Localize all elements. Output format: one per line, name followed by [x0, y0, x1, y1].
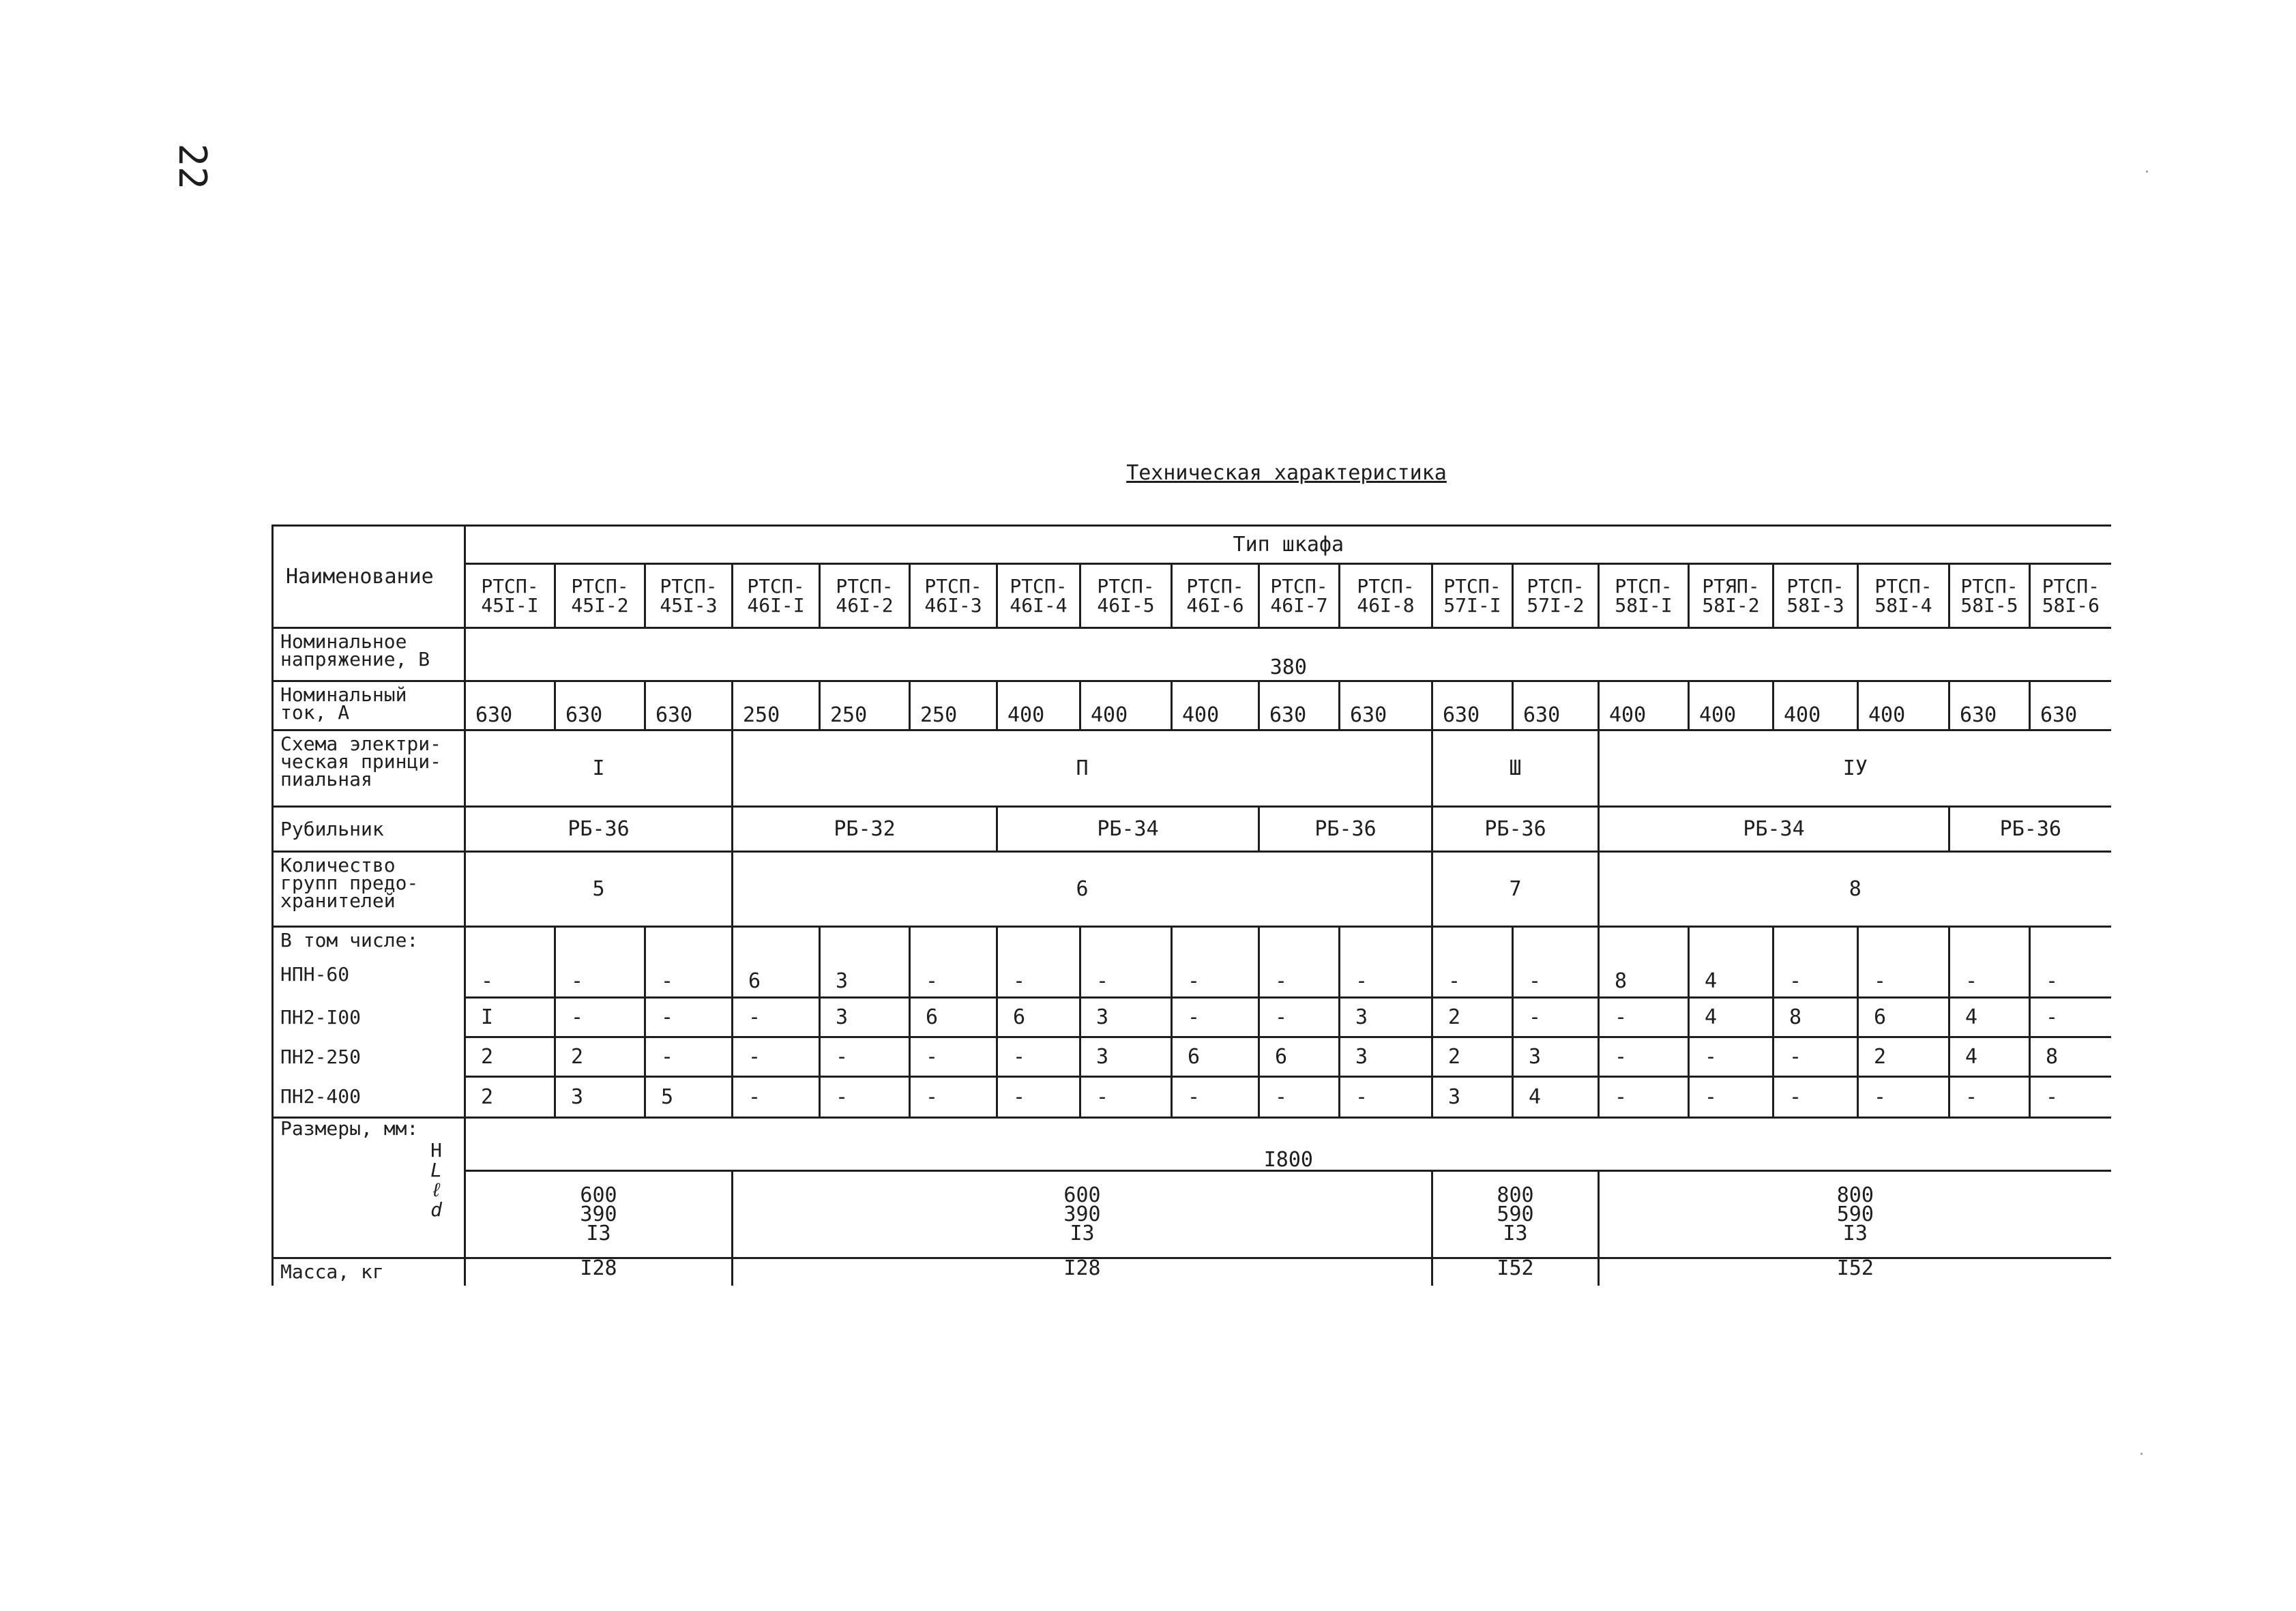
- fuse-groups-label: Количество групп предо-хранителей: [273, 852, 465, 927]
- fuse-count: 6: [733, 927, 820, 998]
- cabinet-type-line: 45I-3: [660, 593, 718, 617]
- fuse-count: -: [2030, 998, 2111, 1037]
- cabinet-type-line: 58I-5: [1960, 593, 2018, 617]
- scheme-group-1: I: [465, 730, 733, 807]
- cabinet-type-line: РТЯП-: [1702, 574, 1760, 597]
- current-value: 630: [1432, 681, 1513, 730]
- fuse-count: -: [645, 927, 733, 998]
- current-value: 400: [1689, 681, 1773, 730]
- fuse-count: -: [1513, 927, 1599, 998]
- fuse-count: 6: [1858, 998, 1949, 1037]
- switch-group-5: РБ-36: [1432, 807, 1599, 852]
- dimensions-label: Размеры, мм:: [280, 1117, 419, 1140]
- dim-L: 600: [1063, 1183, 1101, 1207]
- cabinet-type-line: 46I-6: [1186, 593, 1244, 617]
- fuse-count: 3: [820, 998, 910, 1037]
- dim-l: 390: [1063, 1202, 1101, 1226]
- fuse-type-label: ПН2-I00: [273, 998, 465, 1037]
- dim-l: 590: [1497, 1202, 1534, 1226]
- cabinet-type-line: РТСП-: [1527, 574, 1585, 597]
- fuse-count: -: [2030, 927, 2111, 998]
- fuse-count: -: [1513, 998, 1599, 1037]
- fuse-count: -: [820, 1037, 910, 1077]
- fuse-count: -: [733, 998, 820, 1037]
- fuse-count: -: [1689, 1037, 1773, 1077]
- fuse-count: -: [1340, 927, 1432, 998]
- fuse-count: -: [997, 1037, 1080, 1077]
- dim-d: I3: [586, 1221, 611, 1245]
- fuse-count: -: [1773, 1077, 1858, 1118]
- dim-L: 600: [580, 1183, 617, 1207]
- fuse-count: 6: [1172, 1037, 1259, 1077]
- fuse-count: 3: [1340, 998, 1432, 1037]
- cabinet-type-line: РТСП-: [1443, 574, 1501, 597]
- fuse-count: -: [1599, 1037, 1689, 1077]
- cabinet-type-line: РТСП-: [1186, 574, 1244, 597]
- cabinet-type-code: [1080, 564, 1172, 628]
- fuse-count: -: [465, 927, 555, 998]
- cabinet-type-line: 46I-3: [924, 593, 982, 617]
- cabinet-type-code: [1259, 564, 1340, 628]
- cabinet-type-line: РТСП-: [660, 574, 718, 597]
- cabinet-type-line: РТСП-: [571, 574, 629, 597]
- current-value: 630: [1340, 681, 1432, 730]
- spec-table: [271, 524, 2111, 1286]
- voltage-label: Номинальное напряжение, В: [273, 628, 465, 681]
- cabinet-type-line: РТСП-: [1357, 574, 1415, 597]
- fuse-count: 2: [1432, 998, 1513, 1037]
- fuse-count: -: [910, 927, 997, 998]
- current-label: Номинальный ток, А: [273, 681, 465, 730]
- fuse-count: 6: [997, 998, 1080, 1037]
- fuse-type-label: НПН-60: [280, 963, 350, 986]
- fuse-count: -: [733, 1037, 820, 1077]
- cabinet-type-line: РТСП-: [1960, 574, 2018, 597]
- fuse-count: -: [1259, 927, 1340, 998]
- current-value: 400: [1773, 681, 1858, 730]
- fuse-count: 8: [2030, 1037, 2111, 1077]
- name-header: Наименование: [273, 526, 465, 628]
- current-value: 400: [1172, 681, 1259, 730]
- switch-group-3: РБ-34: [997, 807, 1259, 852]
- scan-speck: [2146, 171, 2148, 173]
- fuse-count: -: [997, 1077, 1080, 1118]
- document-title: Техническая характеристика: [1126, 461, 1447, 485]
- type-header: Тип шкафа: [465, 526, 2111, 564]
- switch-group-6: РБ-34: [1599, 807, 1949, 852]
- cabinet-type-code: [1858, 564, 1949, 628]
- cabinet-type-line: РТСП-: [1615, 574, 1673, 597]
- cabinet-type-code: [555, 564, 645, 628]
- switch-label: Рубильник: [273, 807, 465, 852]
- fuse-groups-1: 5: [465, 852, 733, 927]
- fuse-count: -: [1773, 1037, 1858, 1077]
- fuse-count: 2: [465, 1037, 555, 1077]
- scheme-label: Схема электри-ческая принци-пиальная: [273, 730, 465, 807]
- cabinet-type-line: РТСП-: [836, 574, 894, 597]
- cabinet-type-line: 58I-6: [2042, 593, 2100, 617]
- fuse-count: -: [1172, 998, 1259, 1037]
- current-value: 630: [645, 681, 733, 730]
- dimensions-group-4: [1599, 1171, 2111, 1258]
- current-value: 630: [1949, 681, 2030, 730]
- cabinet-type-line: РТСП-: [1010, 574, 1068, 597]
- fuse-count: -: [555, 927, 645, 998]
- cabinet-type-code: [1773, 564, 1858, 628]
- cabinet-type-code: [1949, 564, 2030, 628]
- fuse-count: 3: [1340, 1037, 1432, 1077]
- fuse-count: 3: [1432, 1077, 1513, 1118]
- cabinet-type-line: 58I-2: [1702, 593, 1760, 617]
- fuse-count: 4: [1689, 998, 1773, 1037]
- dim-d: I3: [1070, 1221, 1095, 1245]
- scheme-group-2: П: [733, 730, 1432, 807]
- current-value: 250: [910, 681, 997, 730]
- mass-value: I28: [733, 1258, 1432, 1286]
- current-value: 250: [733, 681, 820, 730]
- cabinet-type-line: 57I-2: [1527, 593, 1585, 617]
- page-number: 22: [170, 143, 214, 190]
- cabinet-type-line: 45I-I: [481, 593, 539, 617]
- fuse-count: 3: [1080, 1037, 1172, 1077]
- fuse-count: -: [733, 1077, 820, 1118]
- fuse-count: 4: [1689, 927, 1773, 998]
- switch-group-7: РБ-36: [1949, 807, 2111, 852]
- fuse-count: 3: [555, 1077, 645, 1118]
- fuse-count: -: [820, 1077, 910, 1118]
- fuse-count: -: [1340, 1077, 1432, 1118]
- cabinet-type-code: [820, 564, 910, 628]
- fuse-groups-3: 7: [1432, 852, 1599, 927]
- scheme-group-3: Ш: [1432, 730, 1599, 807]
- current-value: 630: [2030, 681, 2111, 730]
- fuse-count: -: [645, 1037, 733, 1077]
- fuse-count: -: [1949, 1077, 2030, 1118]
- dim-l: 590: [1836, 1202, 1874, 1226]
- current-value: 400: [1858, 681, 1949, 730]
- cabinet-type-line: 46I-I: [747, 593, 805, 617]
- current-value: 400: [1599, 681, 1689, 730]
- voltage-value: 380: [465, 628, 2111, 681]
- dimension-letter: d: [430, 1198, 442, 1221]
- mass-value: I52: [1432, 1258, 1599, 1286]
- mass-value: I52: [1599, 1258, 2111, 1286]
- fuse-row-label: [273, 927, 465, 998]
- cabinet-type-line: 57I-I: [1443, 593, 1501, 617]
- current-value: 630: [555, 681, 645, 730]
- cabinet-type-line: 46I-2: [836, 593, 894, 617]
- fuse-count: 5: [645, 1077, 733, 1118]
- height-value: I800: [465, 1118, 2111, 1171]
- cabinet-type-code: [733, 564, 820, 628]
- fuse-count: -: [1599, 998, 1689, 1037]
- fuse-count: -: [1689, 1077, 1773, 1118]
- cabinet-type-code: [1340, 564, 1432, 628]
- fuse-count: -: [1858, 1077, 1949, 1118]
- cabinet-type-line: РТСП-: [1270, 574, 1328, 597]
- cabinet-type-code: [2030, 564, 2111, 628]
- cabinet-type-code: [645, 564, 733, 628]
- cabinet-type-code: [1432, 564, 1513, 628]
- current-value: 400: [997, 681, 1080, 730]
- fuse-count: -: [910, 1077, 997, 1118]
- fuse-count: 2: [465, 1077, 555, 1118]
- fuse-count: -: [1172, 1077, 1259, 1118]
- fuse-count: 4: [1513, 1077, 1599, 1118]
- fuse-count: -: [1172, 927, 1259, 998]
- cabinet-type-line: 45I-2: [571, 593, 629, 617]
- fuse-count: 6: [1259, 1037, 1340, 1077]
- fuse-count: 2: [555, 1037, 645, 1077]
- fuse-count: 3: [1080, 998, 1172, 1037]
- fuse-count: -: [1599, 1077, 1689, 1118]
- fuse-count: -: [1259, 998, 1340, 1037]
- fuse-count: -: [1773, 927, 1858, 998]
- cabinet-type-line: РТСП-: [1786, 574, 1844, 597]
- cabinet-type-line: 46I-5: [1097, 593, 1155, 617]
- cabinet-type-line: 58I-3: [1786, 593, 1844, 617]
- cabinet-type-line: 58I-I: [1615, 593, 1673, 617]
- fuse-count: -: [645, 998, 733, 1037]
- mass-label: Масса, кг: [273, 1258, 465, 1286]
- cabinet-type-line: 58I-4: [1874, 593, 1932, 617]
- dim-d: I3: [1503, 1221, 1528, 1245]
- dim-L: 800: [1497, 1183, 1534, 1207]
- switch-group-2: РБ-32: [733, 807, 997, 852]
- fuse-count: -: [997, 927, 1080, 998]
- current-value: 250: [820, 681, 910, 730]
- switch-group-4: РБ-36: [1259, 807, 1432, 852]
- fuse-count: -: [1949, 927, 2030, 998]
- fuse-count: 4: [1949, 1037, 2030, 1077]
- cabinet-type-line: РТСП-: [1874, 574, 1932, 597]
- cabinet-type-line: 46I-7: [1270, 593, 1328, 617]
- dimension-letter: ℓ: [430, 1179, 442, 1201]
- fuse-count: 4: [1949, 998, 2030, 1037]
- fuse-count: -: [910, 1037, 997, 1077]
- cabinet-type-line: РТСП-: [2042, 574, 2100, 597]
- cabinet-type-line: 46I-8: [1357, 593, 1415, 617]
- fuse-count: 3: [820, 927, 910, 998]
- fuse-count: 8: [1599, 927, 1689, 998]
- dimensions-label-cell: [273, 1118, 465, 1258]
- fuse-count: 2: [1858, 1037, 1949, 1077]
- fuse-type-label: ПН2-400: [273, 1077, 465, 1118]
- current-value: 400: [1080, 681, 1172, 730]
- cabinet-type-code: [1172, 564, 1259, 628]
- switch-group-1: РБ-36: [465, 807, 733, 852]
- dimension-letter: H: [430, 1139, 442, 1162]
- cabinet-type-code: [1599, 564, 1689, 628]
- current-value: 630: [1259, 681, 1340, 730]
- fuse-count: -: [1858, 927, 1949, 998]
- current-value: 630: [465, 681, 555, 730]
- fuse-count: -: [1080, 927, 1172, 998]
- dimensions-group-2: [733, 1171, 1432, 1258]
- cabinet-type-line: РТСП-: [747, 574, 805, 597]
- cabinet-type-code: [910, 564, 997, 628]
- fuse-count: -: [1432, 927, 1513, 998]
- cabinet-type-line: РТСП-: [1097, 574, 1155, 597]
- dimension-letter: L: [430, 1159, 442, 1181]
- scheme-group-4: IУ: [1599, 730, 2111, 807]
- cabinet-type-code: [997, 564, 1080, 628]
- dim-l: 390: [580, 1202, 617, 1226]
- fuse-count: 8: [1773, 998, 1858, 1037]
- cabinet-type-line: 46I-4: [1010, 593, 1068, 617]
- cabinet-type-line: РТСП-: [924, 574, 982, 597]
- current-value: 630: [1513, 681, 1599, 730]
- fuse-count: 3: [1513, 1037, 1599, 1077]
- cabinet-type-code: [1513, 564, 1599, 628]
- fuse-count: -: [2030, 1077, 2111, 1118]
- including-label: В том числе:: [280, 929, 419, 951]
- fuse-count: 2: [1432, 1037, 1513, 1077]
- dimensions-group-3: [1432, 1171, 1599, 1258]
- dim-d: I3: [1842, 1221, 1868, 1245]
- dimensions-group-1: [465, 1171, 733, 1258]
- mass-value: I28: [465, 1258, 733, 1286]
- fuse-groups-2: 6: [733, 852, 1432, 927]
- fuse-count: 6: [910, 998, 997, 1037]
- fuse-count: -: [1080, 1077, 1172, 1118]
- fuse-groups-4: 8: [1599, 852, 2111, 927]
- cabinet-type-code: [1689, 564, 1773, 628]
- fuse-type-label: ПН2-250: [273, 1037, 465, 1077]
- cabinet-type-line: РТСП-: [481, 574, 539, 597]
- fuse-count: I: [465, 998, 555, 1037]
- dim-L: 800: [1836, 1183, 1874, 1207]
- scan-speck: [2140, 1453, 2143, 1455]
- cabinet-type-code: [465, 564, 555, 628]
- fuse-count: -: [1259, 1077, 1340, 1118]
- fuse-count: -: [555, 998, 645, 1037]
